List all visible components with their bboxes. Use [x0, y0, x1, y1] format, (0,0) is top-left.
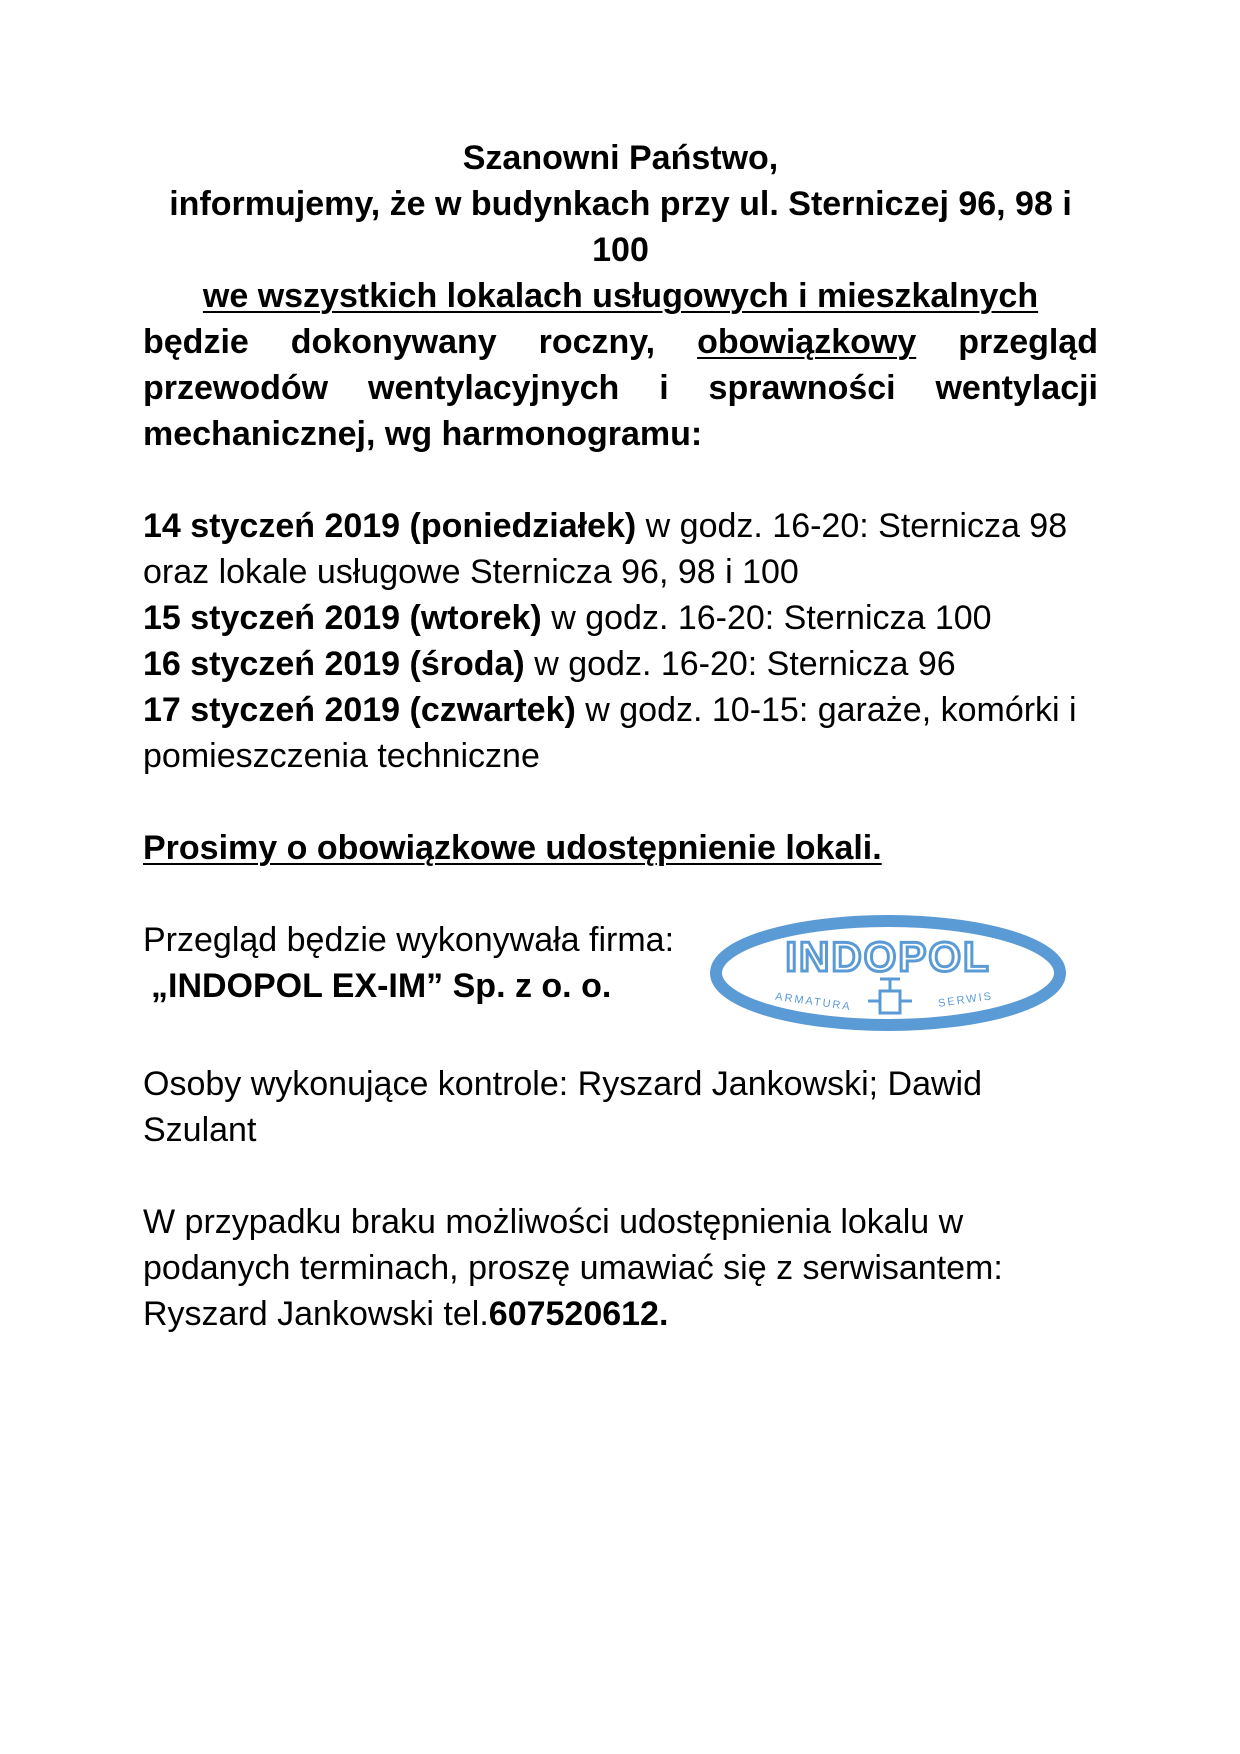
firm-section: [143, 917, 1098, 1037]
inspectors-line: Osoby wykonujące kontrole: Ryszard Jankowski; Dawid Szulant: [143, 1065, 983, 1149]
schedule-detail: w godz. 16-20: Sternicza 100: [541, 599, 992, 637]
schedule-date: 16 styczeń 2019 (środa): [143, 645, 525, 683]
schedule-item: [143, 687, 1098, 779]
inspection-last-line: mechanicznej, wg harmonogramu:: [143, 415, 703, 453]
scope-line-wrap: [143, 273, 1098, 319]
schedule-list: [143, 503, 1098, 779]
schedule-item: [143, 503, 1098, 595]
schedule-date: 14 styczeń 2019 (poniedziałek): [143, 507, 637, 545]
spacer: [143, 871, 1098, 917]
spacer: [143, 779, 1098, 825]
firm-text: [143, 917, 674, 1009]
spacer: [143, 457, 1098, 503]
schedule-item: [143, 595, 1098, 641]
scope-line: we wszystkich lokalach usługowych i mieszkalnych: [202, 277, 1039, 315]
notice-document: [143, 135, 1098, 1337]
request-line: Prosimy o obowiązkowe udostępnienie lokali.: [143, 829, 882, 867]
request-wrap: [143, 825, 1098, 871]
schedule-date: 17 styczeń 2019 (czwartek): [143, 691, 576, 729]
schedule-item: [143, 641, 1098, 687]
logo-left-label: ARMATURA: [774, 990, 853, 1014]
inspection-text-1: będzie dokonywany roczny,: [143, 323, 656, 361]
mandatory-word: obowiązkowy: [697, 323, 917, 361]
phone-number: 607520612.: [488, 1295, 669, 1333]
spacer: [143, 1037, 1098, 1061]
inspection-text-2: przegląd przewodów wentylacyjnych i sprawności wentylacji: [143, 323, 1098, 407]
logo-right-label: SERWIS: [937, 990, 994, 1010]
firm-name: „INDOPOL EX-IM” Sp. z o. o.: [151, 967, 612, 1005]
spacer: [143, 1153, 1098, 1199]
valve-icon: [868, 979, 912, 1013]
schedule-detail: w godz. 16-20: Sternicza 98 oraz lokale usługowe Sternicza 96, 98 i 100: [143, 507, 1068, 591]
inspection-lines: [143, 319, 1098, 411]
firm-intro: Przegląd będzie wykonywała firma:: [143, 921, 675, 959]
greeting: Szanowni Państwo,: [462, 139, 779, 177]
inspection-paragraph: [143, 319, 1098, 457]
contact-paragraph: [143, 1199, 1023, 1337]
intro-line: informujemy, że w budynkach przy ul. Sterniczej 96, 98 i 100: [169, 185, 1072, 269]
indopol-logo: [708, 913, 1068, 1033]
logo-wordmark: INDOPOL: [785, 933, 991, 980]
schedule-detail: w godz. 10-15: garaże, komórki i pomieszczenia techniczne: [143, 691, 1077, 775]
schedule-detail: w godz. 16-20: Sternicza 96: [524, 645, 956, 683]
contact-text: W przypadku braku możliwości udostępnienia lokalu w podanych terminach, proszę umawiać się z serwisantem: Ryszard Jankowski tel.: [143, 1203, 1003, 1333]
schedule-date: 15 styczeń 2019 (wtorek): [143, 599, 542, 637]
